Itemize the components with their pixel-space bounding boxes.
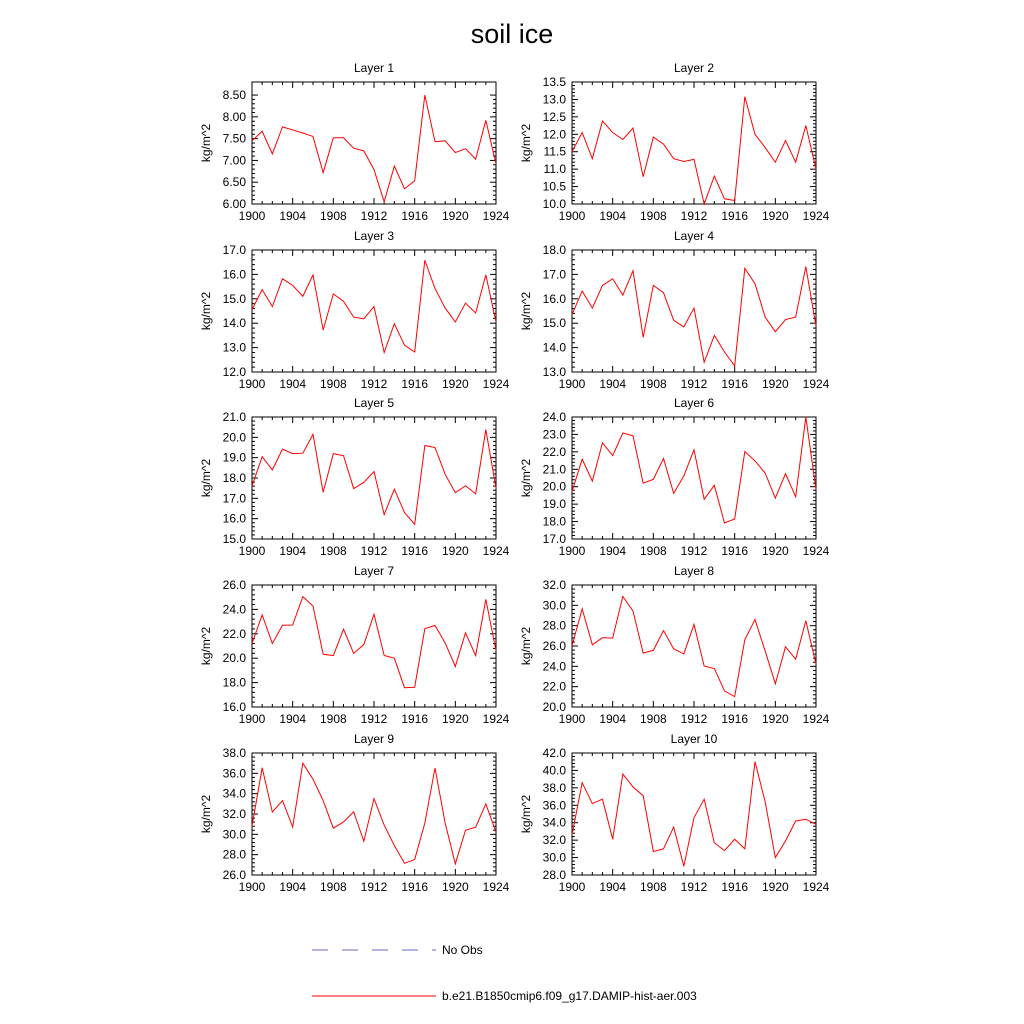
layer-2-xtick-label: 1912 (680, 209, 708, 223)
layer-5-xtick-label: 1920 (441, 544, 469, 558)
layer-8-xtick-label: 1900 (558, 712, 586, 726)
layer-1-xtick-label: 1904 (279, 209, 307, 223)
layer-7-ytick-label: 16.0 (222, 700, 246, 714)
layer-5-xtick-label: 1900 (238, 544, 266, 558)
layer-8-ytick-label: 28.0 (542, 618, 566, 633)
legend-model-label: b.e21.B1850cmip6.f09_g17.DAMIP-hist-aer.003 (442, 989, 697, 1003)
layer-6-ytick-label: 17.0 (542, 532, 566, 546)
layer-1-xtick-label: 1908 (319, 209, 347, 223)
layer-10-xtick-label: 1920 (761, 880, 789, 894)
layer-4-xtick-label: 1904 (599, 377, 627, 391)
layer-4-xtick-label: 1912 (680, 377, 708, 391)
layer-9-xtick-label: 1900 (238, 880, 266, 894)
layer-6-ytick-label: 19.0 (542, 497, 566, 512)
layer-1-xtick-label: 1900 (238, 209, 266, 223)
layer-7-xtick-label: 1908 (319, 712, 347, 726)
layer-7-ytick-label: 24.0 (222, 602, 246, 617)
layer-9-ytick-label: 32.0 (222, 807, 246, 821)
layer-5-xtick-label: 1908 (319, 544, 347, 558)
layer-5-ytick-label: 18.0 (222, 471, 246, 485)
layer-3-xtick-label: 1912 (360, 377, 388, 391)
layer-3-xtick-label: 1924 (482, 377, 510, 391)
layer-3-xtick-label: 1920 (441, 377, 469, 391)
layer-7-ytick-label: 26.0 (222, 578, 246, 592)
layer-8-ylabel: kg/m^2 (519, 626, 533, 666)
layer-6-ytick-label: 24.0 (542, 410, 566, 424)
layer-3-ytick-label: 13.0 (222, 340, 246, 355)
layer-5-ytick-label: 16.0 (222, 511, 246, 526)
layer-10-xtick-label: 1908 (639, 880, 667, 894)
layer-7-xtick-label: 1916 (401, 712, 429, 726)
layer-9-ytick-label: 28.0 (222, 847, 246, 862)
layer-6-ytick-label: 21.0 (542, 462, 566, 477)
layer-8-ytick-label: 32.0 (542, 578, 566, 592)
layer-3-xtick-label: 1900 (238, 377, 266, 391)
layer-5-ytick-label: 20.0 (222, 430, 246, 445)
layer-5-ytick-label: 21.0 (222, 410, 246, 424)
layer-10-ytick-label: 28.0 (542, 868, 566, 882)
layer-6-ylabel: kg/m^2 (519, 458, 533, 498)
layer-8-xtick-label: 1912 (680, 712, 708, 726)
layer-10-ytick-label: 36.0 (542, 798, 566, 813)
layer-6-ytick-label: 23.0 (542, 427, 566, 442)
layer-2-ytick-label: 12.5 (542, 109, 566, 124)
layer-9-xtick-label: 1920 (441, 880, 469, 894)
layer-5-ylabel: kg/m^2 (199, 458, 213, 498)
layer-2-ytick-label: 11.0 (543, 162, 566, 177)
layer-2-ylabel: kg/m^2 (519, 123, 533, 163)
layer-1-ylabel: kg/m^2 (199, 123, 213, 163)
layer-4-ytick-label: 15.0 (542, 316, 566, 331)
layer-4-xtick-label: 1908 (639, 377, 667, 391)
layer-9-ytick-label: 38.0 (222, 746, 246, 760)
layer-9-xtick-label: 1908 (319, 880, 347, 894)
layer-5-xtick-label: 1904 (279, 544, 307, 558)
layer-10-xtick-label: 1916 (721, 880, 749, 894)
layer-6-xtick-label: 1900 (558, 544, 586, 558)
layer-4-xtick-label: 1900 (558, 377, 586, 391)
layer-4-ytick-label: 14.0 (542, 340, 566, 355)
layer-8-ytick-label: 22.0 (542, 679, 566, 694)
layer-4-xtick-label: 1916 (721, 377, 749, 391)
layer-7-xtick-label: 1912 (360, 712, 388, 726)
layer-3-ylabel: kg/m^2 (199, 291, 213, 331)
layer-7-xtick-label: 1924 (482, 712, 510, 726)
layer-5-title: Layer 5 (353, 396, 395, 410)
layer-2-ytick-label: 13.5 (542, 75, 566, 89)
layer-2-ytick-label: 10.0 (542, 197, 566, 211)
layer-9-xtick-label: 1912 (360, 880, 388, 894)
layer-6-ytick-label: 18.0 (542, 514, 566, 529)
layer-5-xtick-label: 1916 (401, 544, 429, 558)
layer-1-xtick-label: 1912 (360, 209, 388, 223)
layer-3-ytick-label: 17.0 (222, 243, 246, 257)
layer-9-ytick-label: 26.0 (222, 868, 246, 882)
layer-8-xtick-label: 1916 (721, 712, 749, 726)
layer-8-xtick-label: 1904 (599, 712, 627, 726)
layer-2-title: Layer 2 (673, 61, 715, 75)
layer-10-ytick-label: 32.0 (542, 833, 566, 848)
layer-8-xtick-label: 1908 (639, 712, 667, 726)
layer-4-ytick-label: 13.0 (542, 365, 566, 379)
layer-5-xtick-label: 1924 (482, 544, 510, 558)
layer-2-xtick-label: 1924 (802, 209, 830, 223)
layer-7-xtick-label: 1900 (238, 712, 266, 726)
layer-4-ytick-label: 18.0 (542, 243, 566, 257)
layer-1-xtick-label: 1920 (441, 209, 469, 223)
layer-2-ytick-label: 11.5 (543, 144, 566, 159)
layer-7-xtick-label: 1904 (279, 712, 307, 726)
layer-2-ytick-label: 10.5 (542, 179, 566, 194)
layer-1-title: Layer 1 (353, 61, 395, 75)
layer-5-ytick-label: 15.0 (222, 532, 246, 546)
layer-5-ytick-label: 19.0 (222, 450, 246, 465)
layer-8-title: Layer 8 (673, 564, 715, 578)
layer-3-ytick-label: 14.0 (222, 316, 246, 331)
layer-8-ytick-label: 24.0 (542, 659, 566, 674)
layer-2-xtick-label: 1904 (599, 209, 627, 223)
layer-10-xtick-label: 1904 (599, 880, 627, 894)
layer-5-ytick-label: 17.0 (222, 491, 246, 506)
layer-5-xtick-label: 1912 (360, 544, 388, 558)
layer-3-title: Layer 3 (353, 229, 395, 243)
layer-7-ylabel: kg/m^2 (199, 626, 213, 666)
layer-4-xtick-label: 1924 (802, 377, 830, 391)
layer-4-title: Layer 4 (673, 229, 715, 243)
layer-3-ytick-label: 15.0 (222, 291, 246, 306)
layer-9-ytick-label: 34.0 (222, 786, 246, 801)
layer-3-xtick-label: 1908 (319, 377, 347, 391)
layer-2-xtick-label: 1900 (558, 209, 586, 223)
layer-3-ytick-label: 12.0 (222, 365, 246, 379)
layer-3-ytick-label: 16.0 (222, 267, 246, 282)
layer-6-xtick-label: 1904 (599, 544, 627, 558)
layer-8-ytick-label: 26.0 (542, 639, 566, 653)
layer-2-ytick-label: 12.0 (542, 127, 566, 142)
layer-1-ytick-label: 7.00 (222, 153, 246, 168)
layer-10-ytick-label: 34.0 (542, 815, 566, 830)
layer-4-ylabel: kg/m^2 (519, 291, 533, 331)
layer-2-xtick-label: 1920 (761, 209, 789, 223)
layer-9-ylabel: kg/m^2 (199, 794, 213, 834)
layer-4-ytick-label: 17.0 (542, 267, 566, 282)
layer-6-title: Layer 6 (673, 396, 715, 410)
layer-7-ytick-label: 20.0 (222, 651, 246, 666)
layer-9-xtick-label: 1904 (279, 880, 307, 894)
layer-4-ytick-label: 16.0 (542, 291, 566, 306)
layer-7-ytick-label: 18.0 (222, 675, 246, 690)
layer-9-ytick-label: 30.0 (222, 827, 246, 842)
layer-6-xtick-label: 1920 (761, 544, 789, 558)
layer-8-ytick-label: 30.0 (542, 598, 566, 613)
layer-7-title: Layer 7 (353, 564, 395, 578)
layer-6-ytick-label: 22.0 (542, 444, 566, 459)
layer-6-ytick-label: 20.0 (542, 479, 566, 494)
layer-6-xtick-label: 1924 (802, 544, 830, 558)
layer-10-ylabel: kg/m^2 (519, 794, 533, 834)
legend-no-obs-label: No Obs (442, 943, 483, 957)
layer-8-xtick-label: 1920 (761, 712, 789, 726)
layer-10-xtick-label: 1900 (558, 880, 586, 894)
layer-6-xtick-label: 1916 (721, 544, 749, 558)
layer-9-ytick-label: 36.0 (222, 766, 246, 781)
layer-6-xtick-label: 1912 (680, 544, 708, 558)
layer-9-title: Layer 9 (353, 732, 395, 746)
layer-2-xtick-label: 1908 (639, 209, 667, 223)
layer-10-title: Layer 10 (670, 732, 718, 746)
layer-3-xtick-label: 1916 (401, 377, 429, 391)
layer-2-ytick-label: 13.0 (542, 92, 566, 107)
layer-9-xtick-label: 1916 (401, 880, 429, 894)
layer-7-xtick-label: 1920 (441, 712, 469, 726)
layer-10-ytick-label: 30.0 (542, 850, 566, 865)
layer-10-xtick-label: 1924 (802, 880, 830, 894)
layer-1-ytick-label: 6.50 (222, 175, 246, 190)
layer-3-xtick-label: 1904 (279, 377, 307, 391)
layer-10-ytick-label: 40.0 (542, 763, 566, 778)
layer-1-ytick-label: 7.50 (222, 131, 246, 146)
layer-7-ytick-label: 22.0 (222, 626, 246, 641)
layer-10-xtick-label: 1912 (680, 880, 708, 894)
figure-title: soil ice (470, 19, 554, 49)
layer-10-ytick-label: 42.0 (542, 746, 566, 760)
layer-1-xtick-label: 1916 (401, 209, 429, 223)
layer-1-ytick-label: 6.00 (222, 197, 246, 211)
layer-4-xtick-label: 1920 (761, 377, 789, 391)
layer-1-ytick-label: 8.00 (222, 109, 246, 124)
layer-8-xtick-label: 1924 (802, 712, 830, 726)
layer-1-xtick-label: 1924 (482, 209, 510, 223)
layer-1-ytick-label: 8.50 (222, 88, 246, 103)
layer-9-xtick-label: 1924 (482, 880, 510, 894)
layer-8-ytick-label: 20.0 (542, 700, 566, 714)
layer-2-xtick-label: 1916 (721, 209, 749, 223)
layer-6-xtick-label: 1908 (639, 544, 667, 558)
layer-10-ytick-label: 38.0 (542, 780, 566, 795)
